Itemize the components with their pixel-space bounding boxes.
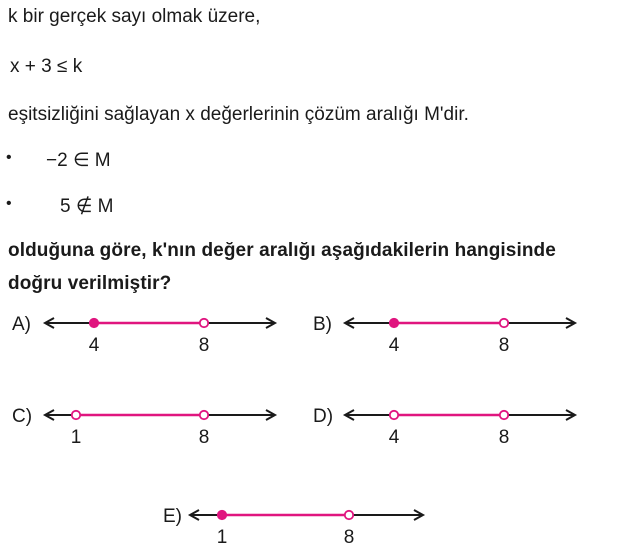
closed-endpoint	[90, 319, 98, 327]
option-a[interactable]	[0, 306, 300, 356]
option-d[interactable]	[305, 398, 605, 448]
open-endpoint	[72, 411, 80, 419]
intro-text: k bir gerçek sayı olmak üzere,	[8, 6, 261, 27]
bullet-marker: •	[6, 149, 12, 166]
closed-endpoint	[218, 511, 226, 519]
tick-label-left: 1	[216, 527, 228, 548]
description-text: eşitsizliğini sağlayan x değerlerinin çözüm aralığı M'dir.	[8, 104, 469, 125]
option-label: C)	[12, 406, 33, 427]
tick-label-left: 1	[70, 427, 82, 448]
option-b[interactable]	[305, 306, 605, 356]
option-e[interactable]	[155, 498, 455, 548]
prompt-line-1: olduğuna göre, k'nın değer aralığı aşağıdakilerin hangisinde	[8, 240, 556, 261]
tick-label-left: 4	[88, 335, 100, 356]
option-label: A)	[12, 314, 31, 335]
tick-label-right: 8	[498, 427, 510, 448]
open-endpoint	[500, 319, 508, 327]
tick-label-right: 8	[498, 335, 510, 356]
tick-label-left: 4	[388, 335, 400, 356]
open-endpoint	[200, 319, 208, 327]
open-endpoint	[200, 411, 208, 419]
inequality: x + 3 ≤ k	[10, 56, 83, 77]
open-endpoint	[345, 511, 353, 519]
open-endpoint	[500, 411, 508, 419]
tick-label-right: 8	[198, 335, 210, 356]
open-endpoint	[390, 411, 398, 419]
bullet-text: 5 ∉ M	[60, 196, 114, 217]
tick-label-right: 8	[343, 527, 355, 548]
closed-endpoint	[390, 319, 398, 327]
option-label: B)	[313, 314, 332, 335]
option-label: E)	[163, 506, 182, 527]
prompt-line-2: doğru verilmiştir?	[8, 273, 172, 294]
option-c[interactable]	[0, 398, 300, 448]
bullet-marker: •	[6, 195, 12, 212]
option-label: D)	[313, 406, 334, 427]
tick-label-right: 8	[198, 427, 210, 448]
tick-label-left: 4	[388, 427, 400, 448]
bullet-text: −2 ∈ M	[46, 150, 111, 171]
